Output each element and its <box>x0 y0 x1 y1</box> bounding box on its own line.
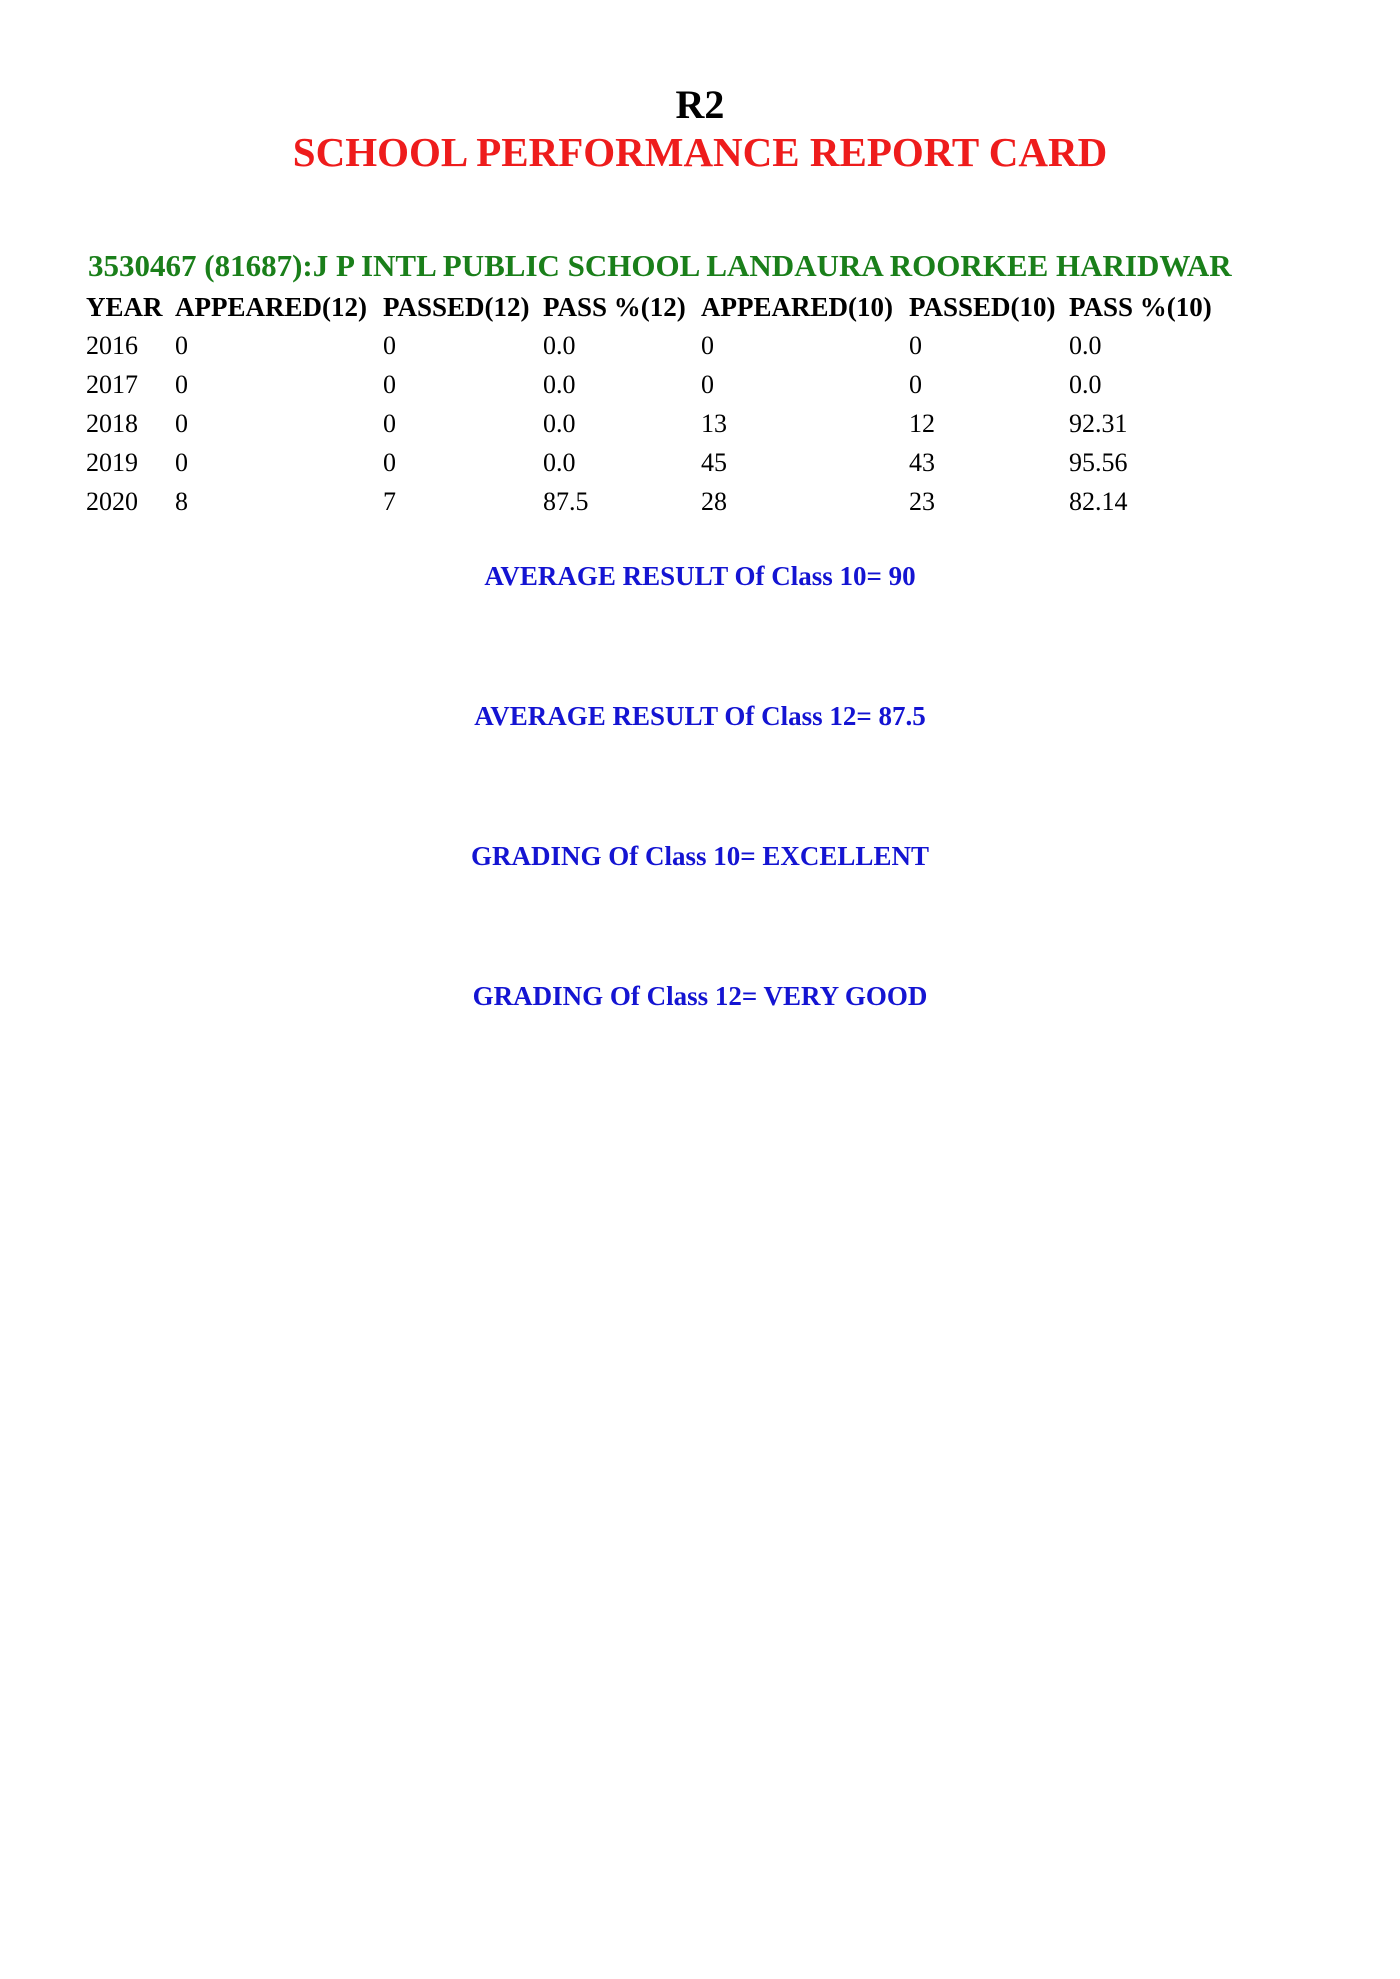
cell-appeared-12: 8 <box>175 487 188 516</box>
column-header-passed-12: PASSED(12) <box>383 292 530 322</box>
column-header-pass-pct-12: PASS %(12) <box>543 292 686 322</box>
cell-pass-pct-10: 82.14 <box>1069 487 1128 516</box>
cell-passed-10: 43 <box>909 448 935 477</box>
table-row <box>86 443 1229 482</box>
grading-class-10: GRADING Of Class 10= EXCELLENT <box>471 841 929 871</box>
cell-pass-pct-10: 95.56 <box>1069 448 1128 477</box>
average-result-class-10: AVERAGE RESULT Of Class 10= 90 <box>484 561 916 591</box>
cell-appeared-10: 0 <box>701 370 714 399</box>
cell-year: 2016 <box>86 331 138 360</box>
cell-year: 2020 <box>86 487 138 516</box>
cell-appeared-10: 13 <box>701 409 727 438</box>
grading-class-12: GRADING Of Class 12= VERY GOOD <box>472 981 928 1011</box>
cell-year: 2018 <box>86 409 138 438</box>
cell-year: 2019 <box>86 448 138 477</box>
table-row <box>86 404 1229 443</box>
cell-pass-pct-10: 0.0 <box>1069 370 1102 399</box>
column-header-appeared-12: APPEARED(12) <box>175 292 367 322</box>
cell-passed-10: 0 <box>909 331 922 360</box>
average-result-class-12: AVERAGE RESULT Of Class 12= 87.5 <box>474 701 926 731</box>
column-header-passed-10: PASSED(10) <box>909 292 1056 322</box>
school-heading: 3530467 (81687):J P INTL PUBLIC SCHOOL LANDAURA ROORKEE HARIDWAR <box>88 248 1232 283</box>
table-row <box>86 326 1229 365</box>
cell-appeared-12: 0 <box>175 448 188 477</box>
cell-appeared-12: 0 <box>175 409 188 438</box>
cell-appeared-12: 0 <box>175 331 188 360</box>
report-title: SCHOOL PERFORMANCE REPORT CARD <box>292 129 1108 175</box>
cell-appeared-10: 0 <box>701 331 714 360</box>
cell-year: 2017 <box>86 370 138 399</box>
cell-passed-12: 0 <box>383 370 396 399</box>
cell-appeared-10: 28 <box>701 487 727 516</box>
cell-pass-pct-12: 87.5 <box>543 487 589 516</box>
cell-passed-10: 23 <box>909 487 935 516</box>
cell-pass-pct-12: 0.0 <box>543 448 576 477</box>
table-header-row <box>86 288 1229 326</box>
column-header-pass-pct-10: PASS %(10) <box>1069 292 1212 322</box>
cell-passed-12: 0 <box>383 448 396 477</box>
cell-pass-pct-12: 0.0 <box>543 370 576 399</box>
cell-pass-pct-12: 0.0 <box>543 409 576 438</box>
cell-appeared-10: 45 <box>701 448 727 477</box>
report-code: R2 <box>675 82 725 127</box>
cell-appeared-12: 0 <box>175 370 188 399</box>
cell-pass-pct-10: 0.0 <box>1069 331 1102 360</box>
cell-pass-pct-10: 92.31 <box>1069 409 1128 438</box>
cell-passed-10: 12 <box>909 409 935 438</box>
table-row <box>86 482 1229 521</box>
cell-passed-12: 0 <box>383 409 396 438</box>
results-table <box>86 288 1229 521</box>
table-row <box>86 365 1229 404</box>
cell-passed-12: 0 <box>383 331 396 360</box>
column-header-appeared-10: APPEARED(10) <box>701 292 893 322</box>
cell-passed-12: 7 <box>383 487 396 516</box>
column-header-year: YEAR <box>86 292 163 322</box>
cell-pass-pct-12: 0.0 <box>543 331 576 360</box>
cell-passed-10: 0 <box>909 370 922 399</box>
